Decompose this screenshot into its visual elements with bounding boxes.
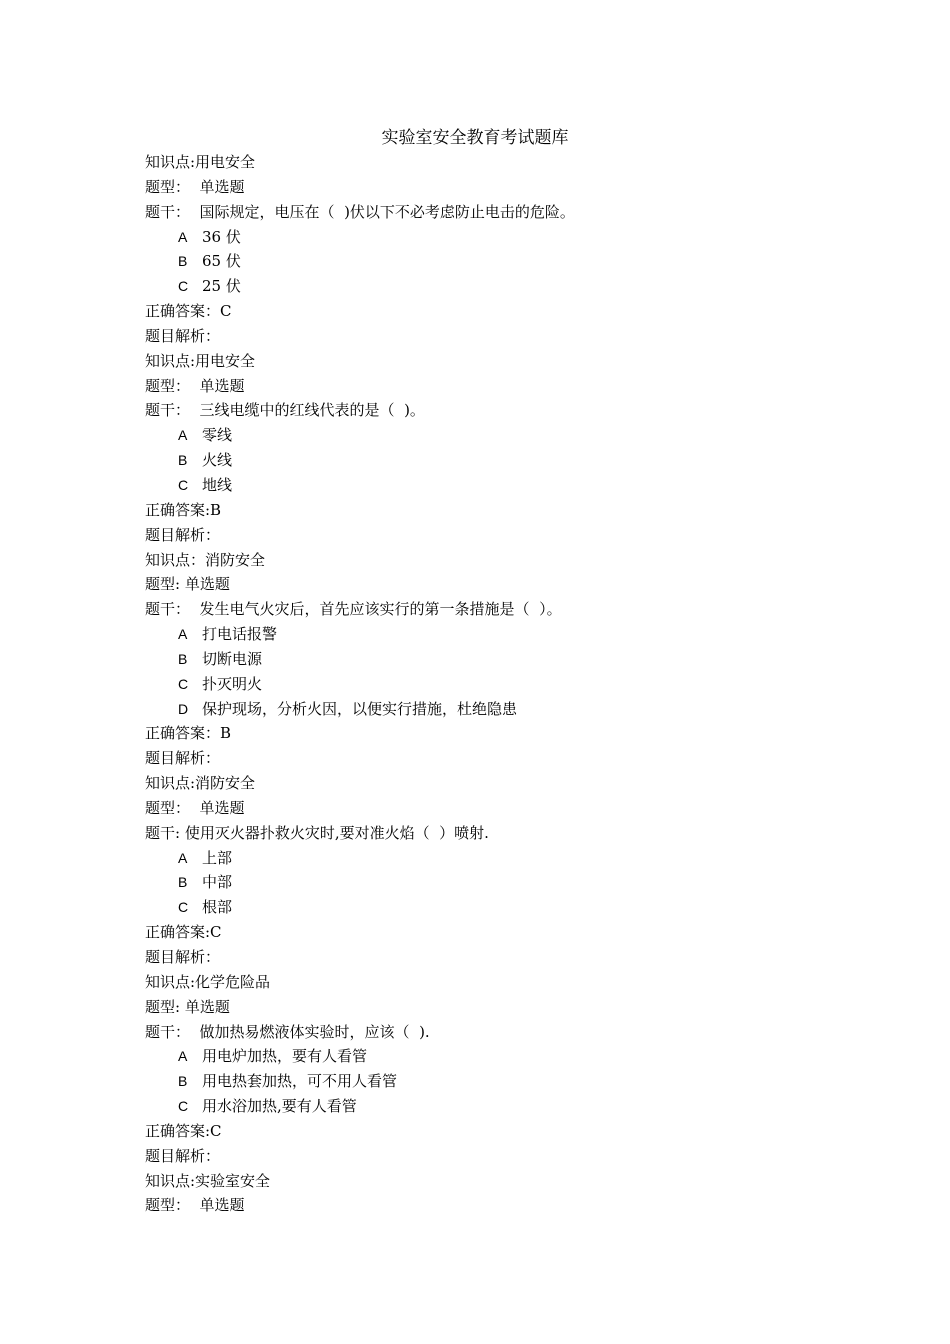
- answer-option: [145, 448, 845, 473]
- text-line: 正确答案：C: [145, 302, 232, 321]
- option-text: 中部: [202, 873, 233, 892]
- text-line: 知识点：消防安全: [145, 550, 266, 569]
- text-line: 题干： 做加热易燃液体实验时，应该（ ).: [145, 1022, 430, 1041]
- option-letter: B: [178, 253, 188, 270]
- option-letter: D: [178, 700, 189, 717]
- answer-option: [145, 622, 845, 647]
- option-letter: C: [178, 278, 189, 295]
- option-letter: C: [178, 899, 189, 916]
- text-line: 题目解析：: [145, 326, 221, 345]
- text-line: 正确答案：B: [145, 724, 232, 743]
- option-letter: C: [178, 1098, 189, 1115]
- option-letter: A: [178, 626, 188, 643]
- text-line: 题干： 国际规定，电压在（ )伏以下不必考虑防止电击的危险。: [145, 202, 575, 221]
- text-line: 题目解析：: [145, 749, 221, 768]
- document-title: 实验室安全教育考试题库: [381, 128, 569, 148]
- answer-option: [145, 1094, 845, 1119]
- answer-option: [145, 672, 845, 697]
- text-line: 题干: 使用灭火器扑救火灾时,要对准火焰（ ）喷射.: [145, 823, 489, 842]
- answer-option: [145, 423, 845, 448]
- text-line: 题型： 单选题: [145, 1196, 245, 1215]
- option-text: 用电热套加热，可不用人看管: [202, 1072, 398, 1091]
- answer-option: [145, 870, 845, 895]
- text-line: 题型: 单选题: [145, 575, 230, 594]
- option-text: 火线: [202, 451, 233, 470]
- answer-option: [145, 647, 845, 672]
- text-line: 题目解析：: [145, 1146, 221, 1165]
- option-text: 65 伏: [202, 252, 241, 271]
- text-line: 正确答案:C: [145, 1121, 222, 1140]
- text-line: 知识点:用电安全: [145, 153, 256, 171]
- answer-option: [145, 1069, 845, 1094]
- answer-option: [145, 846, 845, 871]
- text-line: 知识点:实验室安全: [145, 1171, 271, 1190]
- text-line: 题型: 单选题: [145, 997, 230, 1016]
- option-text: 用电炉加热，要有人看管: [202, 1047, 368, 1066]
- option-letter: B: [178, 1073, 188, 1090]
- answer-option: [145, 274, 845, 299]
- answer-option: [145, 225, 845, 250]
- option-letter: A: [178, 427, 188, 444]
- option-text: 用水浴加热,要有人看管: [202, 1097, 357, 1116]
- option-text: 保护现场，分析火因，以便实行措施，杜绝隐患: [202, 699, 518, 718]
- option-text: 上部: [202, 848, 233, 867]
- option-letter: A: [178, 1048, 188, 1065]
- answer-option: [145, 697, 845, 722]
- option-text: 25 伏: [202, 277, 241, 296]
- answer-option: [145, 473, 845, 498]
- text-line: 题干： 发生电气火灾后，首先应该实行的第一条措施是（ ）。: [145, 600, 562, 619]
- option-letter: A: [178, 228, 188, 245]
- text-line: 题型： 单选题: [145, 376, 245, 395]
- text-line: 题型： 单选题: [145, 798, 245, 817]
- option-text: 零线: [202, 426, 233, 445]
- text-line: 题目解析：: [145, 948, 221, 966]
- option-letter: C: [178, 476, 189, 493]
- option-text: 36 伏: [202, 227, 241, 246]
- question-list: [145, 150, 845, 1218]
- option-letter: B: [178, 874, 188, 891]
- option-text: 打电话报警: [202, 625, 278, 644]
- answer-option: [145, 249, 845, 274]
- text-line: 题干： 三线电缆中的红线代表的是（ )。: [145, 401, 425, 420]
- option-letter: C: [178, 675, 189, 692]
- answer-option: [145, 1044, 845, 1069]
- option-letter: B: [178, 650, 188, 667]
- option-text: 地线: [202, 475, 233, 494]
- text-line: 知识点:消防安全: [145, 774, 256, 793]
- text-line: 知识点:用电安全: [145, 351, 256, 370]
- answer-option: [145, 895, 845, 920]
- text-line: 正确答案:B: [145, 500, 222, 519]
- option-text: 切断电源: [202, 649, 263, 668]
- text-line: 题目解析：: [145, 525, 221, 544]
- option-text: 扑灭明火: [202, 674, 263, 693]
- text-line: 题型： 单选题: [145, 177, 245, 196]
- option-letter: A: [178, 849, 188, 866]
- option-letter: B: [178, 452, 188, 469]
- text-line: 正确答案:C: [145, 923, 222, 942]
- option-text: 根部: [202, 898, 233, 917]
- text-line: 知识点:化学危险品: [145, 972, 271, 991]
